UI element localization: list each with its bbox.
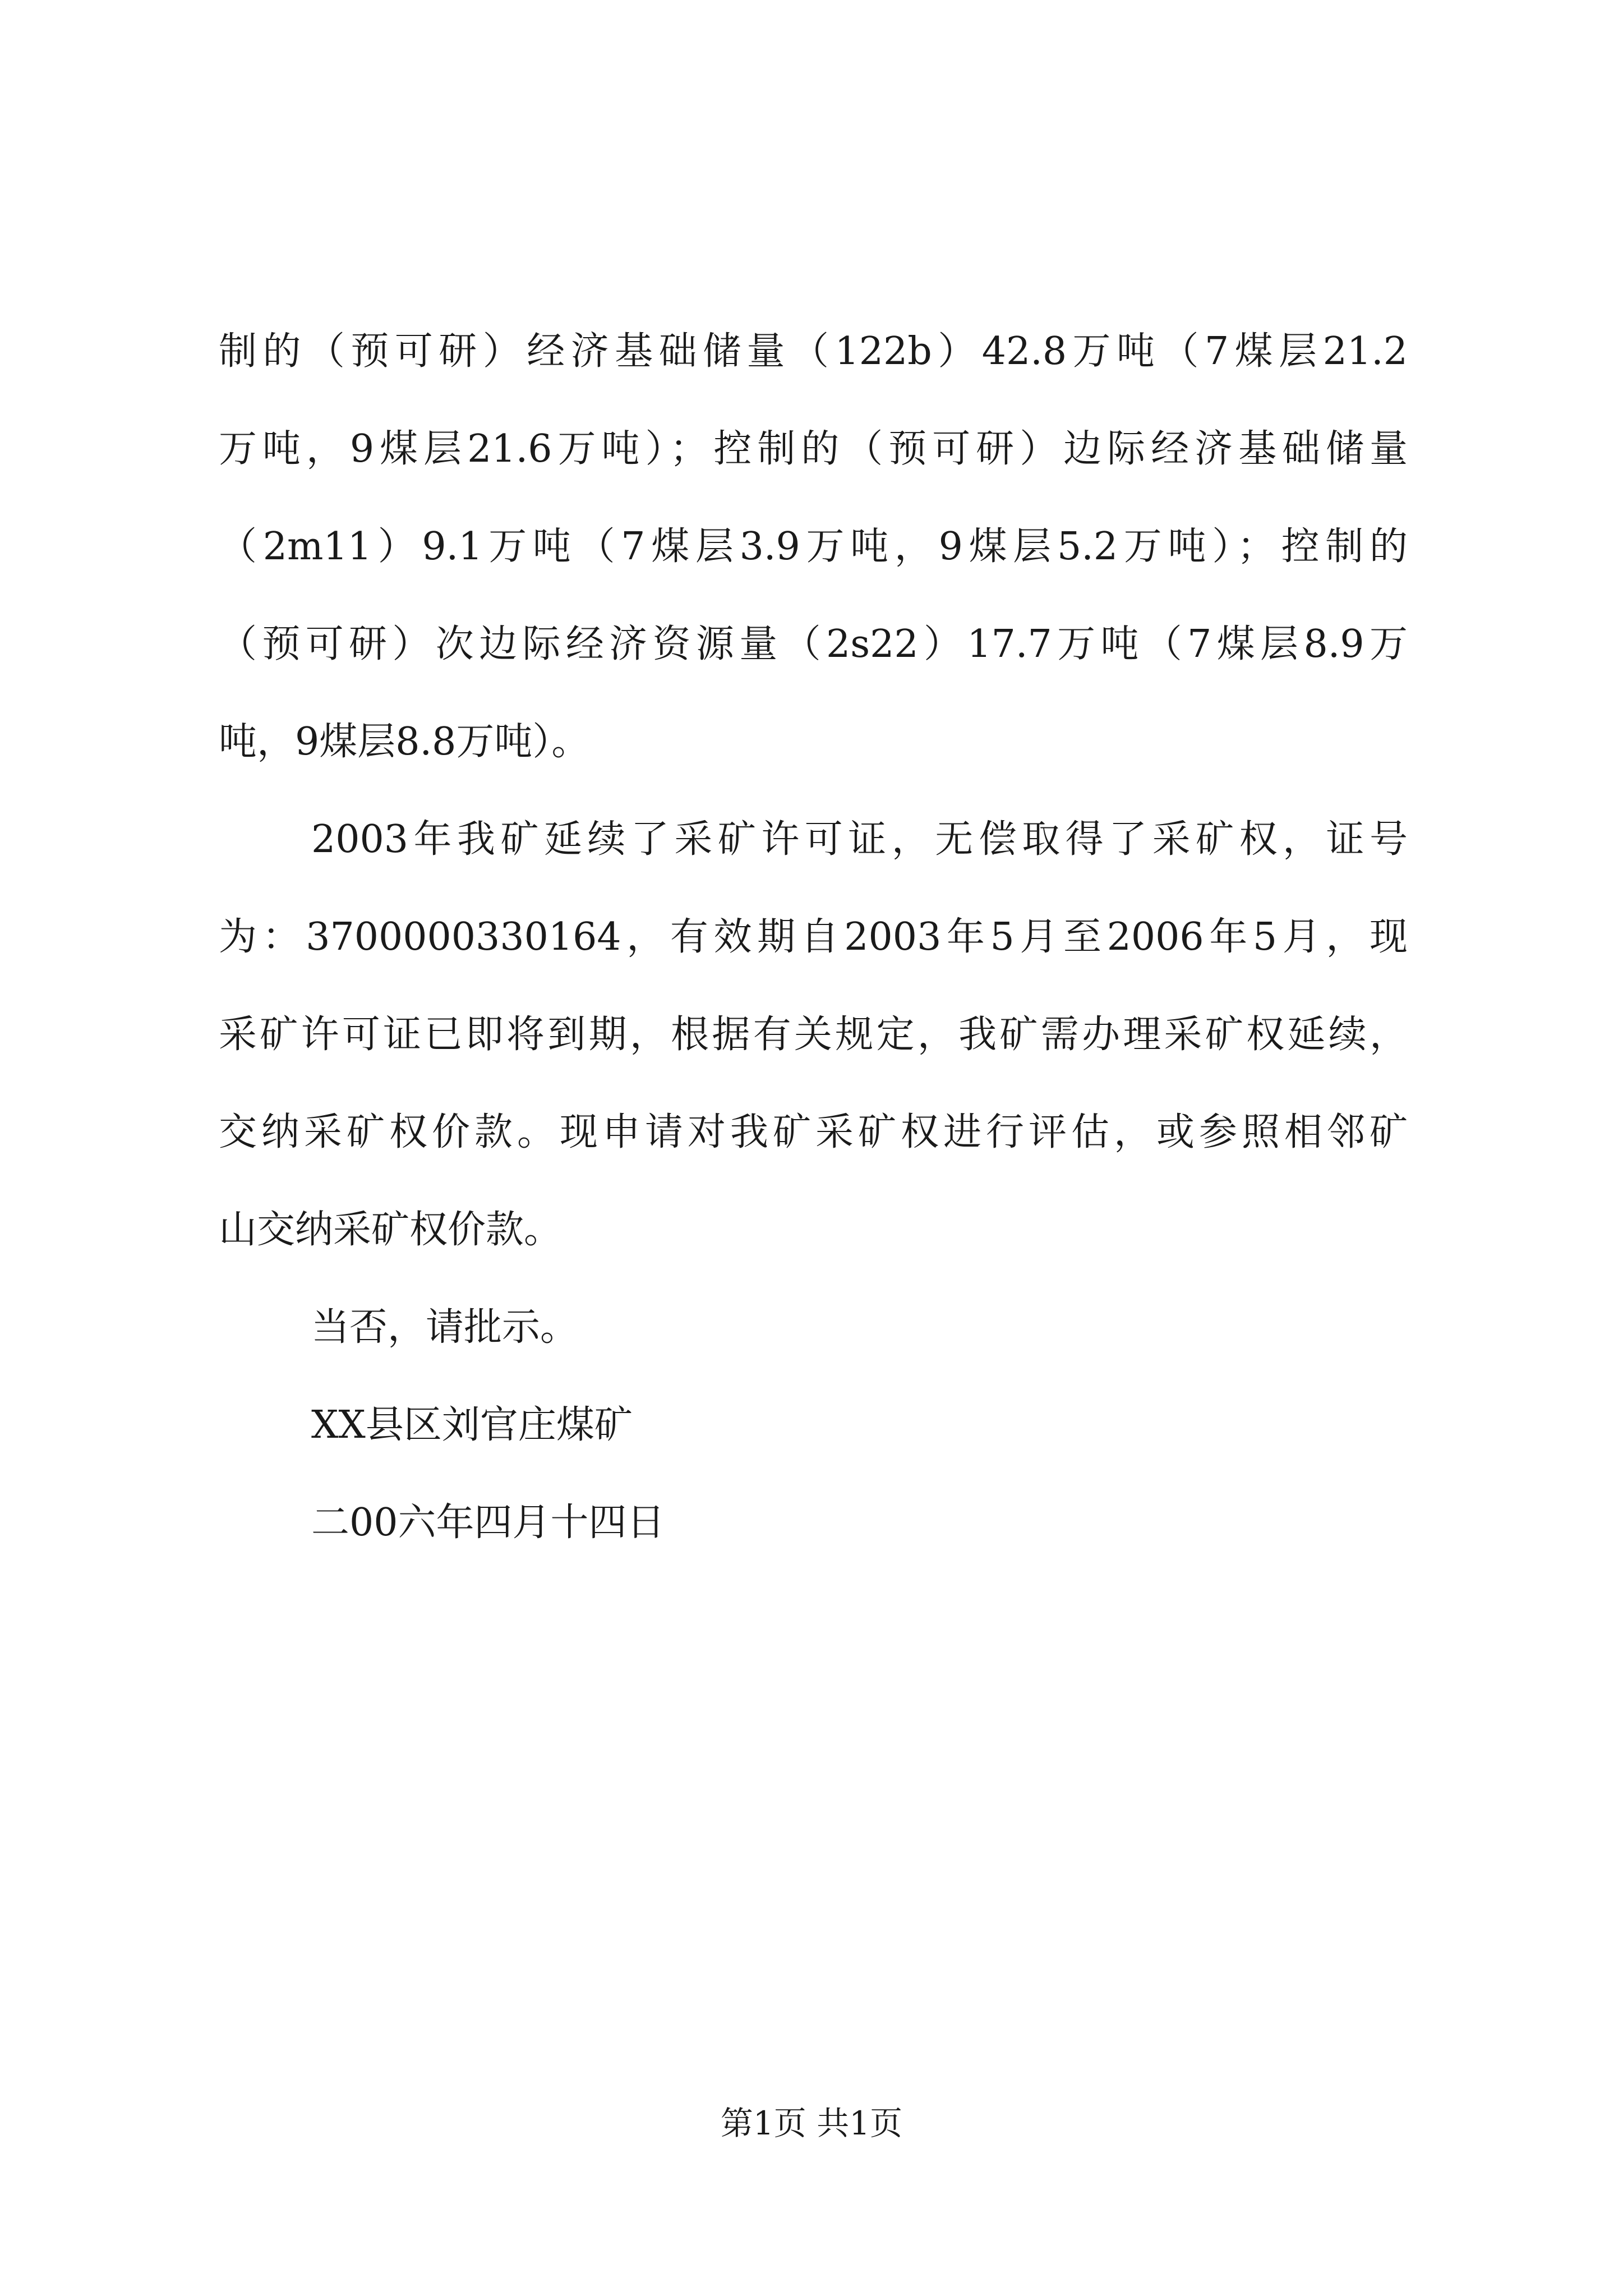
paragraph-2-line-2: 为：3700000330164，有效期自2003年5月至2006年5月，现 bbox=[219, 915, 1408, 959]
paragraph-1-line-2: 万吨，9煤层21.6万吨）；控制的（预可研）边际经济基础储量 bbox=[219, 427, 1408, 471]
document-body bbox=[219, 303, 1408, 1572]
page-footer bbox=[0, 2101, 1623, 2146]
paragraph-1-line-5: 吨，9煤层8.8万吨）。 bbox=[219, 720, 590, 764]
paragraph-1-line-1: 制的（预可研）经济基础储量（122b）42.8万吨（7煤层21.2 bbox=[219, 329, 1408, 374]
closing-line: 当否，请批示。 bbox=[311, 1305, 579, 1350]
paragraph-2-line-3: 采矿许可证已即将到期，根据有关规定，我矿需办理采矿权延续， bbox=[219, 1013, 1408, 1057]
paragraph-2-line-5: 山交纳采矿权价款。 bbox=[219, 1208, 562, 1252]
paragraph-2-line-1: 2003年我矿延续了采矿许可证，无偿取得了采矿权，证号 bbox=[311, 817, 1408, 862]
paragraph-2-line-4: 交纳采矿权价款。现申请对我矿采矿权进行评估，或参照相邻矿 bbox=[219, 1110, 1408, 1154]
signature-line: XX县区刘官庄煤矿 bbox=[311, 1403, 633, 1447]
paragraph-1-line-4: （预可研）次边际经济资源量（2s22）17.7万吨（7煤层8.9万 bbox=[219, 622, 1408, 666]
paragraph-1-line-3: （2m11）9.1万吨（7煤层3.9万吨，9煤层5.2万吨）；控制的 bbox=[219, 524, 1408, 569]
date-line: 二00六年四月十四日 bbox=[311, 1501, 665, 1545]
page-number: 第1页 共1页 bbox=[720, 2104, 903, 2142]
